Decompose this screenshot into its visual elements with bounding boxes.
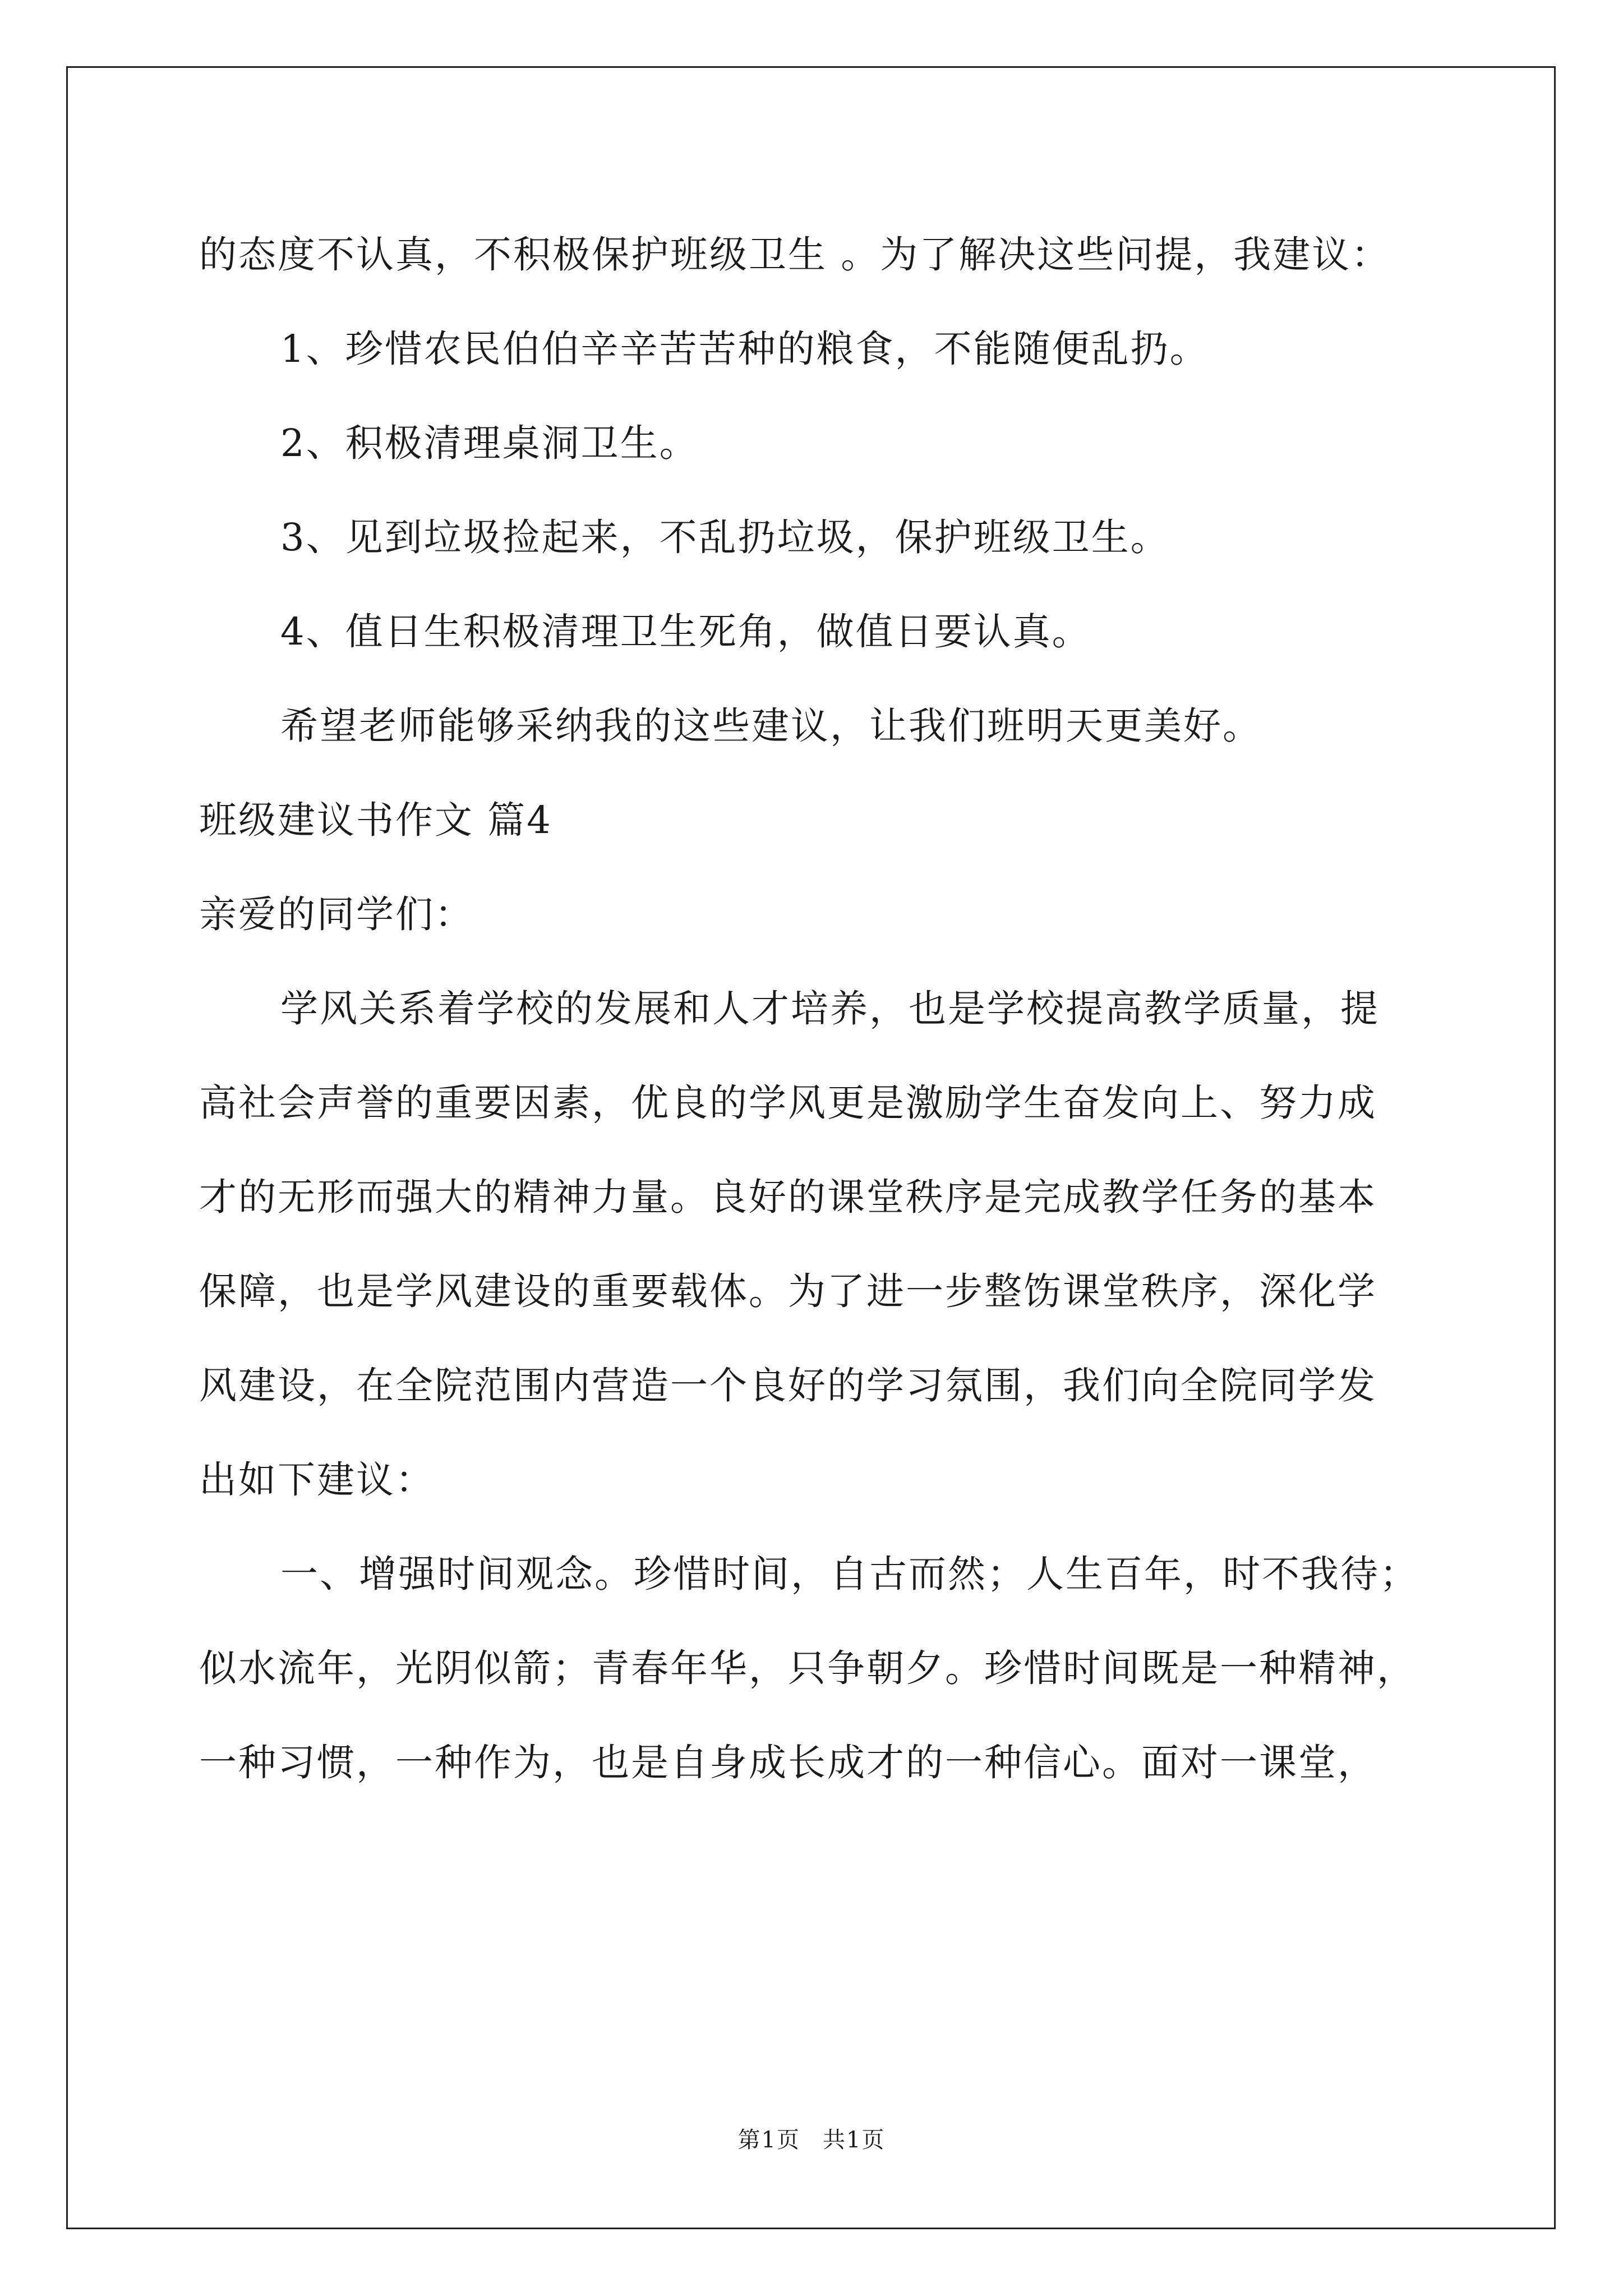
salutation: 亲爱的同学们： (199, 892, 474, 936)
page-total: 共1页 (823, 2127, 886, 2153)
document-body (199, 208, 1455, 1810)
list-item-4: 4、值日生积极清理卫生死角，做值日要认真。 (280, 610, 1091, 654)
text-line: 一、增强时间观念。珍惜时间，自古而然；人生百年，时不我待； (280, 1552, 1419, 1596)
text-line: 出如下建议： (199, 1458, 435, 1502)
text-line: 风建设，在全院范围内营造一个良好的学习氛围，我们向全院同学发 (199, 1364, 1377, 1407)
text-line: 高社会声誉的重要因素，优良的学风更是激励学生奋发向上、努力成 (199, 1081, 1377, 1125)
list-item-3: 3、见到垃圾捡起来，不乱扔垃圾，保护班级卫生。 (280, 516, 1170, 559)
closing-paragraph: 希望老师能够采纳我的这些建议，让我们班明天更美好。 (280, 704, 1262, 748)
text-line: 的态度不认真，不积极保护班级卫生 。为了解决这些问提，我建议： (199, 233, 1391, 277)
page-footer (0, 2126, 1623, 2154)
list-item-2: 2、积极清理桌洞卫生。 (280, 421, 699, 465)
text-line: 一种习惯，一种作为，也是自身成长成才的一种信心。面对一课堂， (199, 1741, 1377, 1784)
text-line: 学风关系着学校的发展和人才培养，也是学校提高教学质量，提 (280, 987, 1380, 1030)
text-line: 保障，也是学风建设的重要载体。为了进一步整饬课堂秩序，深化学 (199, 1269, 1377, 1313)
text-line: 才的无形而强大的精神力量。良好的课堂秩序是完成教学任务的基本 (199, 1175, 1377, 1219)
list-item-1: 1、珍惜农民伯伯辛辛苦苦种的粮食，不能随便乱扔。 (280, 327, 1209, 371)
section-heading: 班级建议书作文 篇4 (199, 798, 552, 842)
text-line: 似水流年，光阴似箭；青春年华，只争朝夕。珍惜时间既是一种精神， (199, 1646, 1416, 1690)
page-number: 第1页 (737, 2127, 800, 2153)
